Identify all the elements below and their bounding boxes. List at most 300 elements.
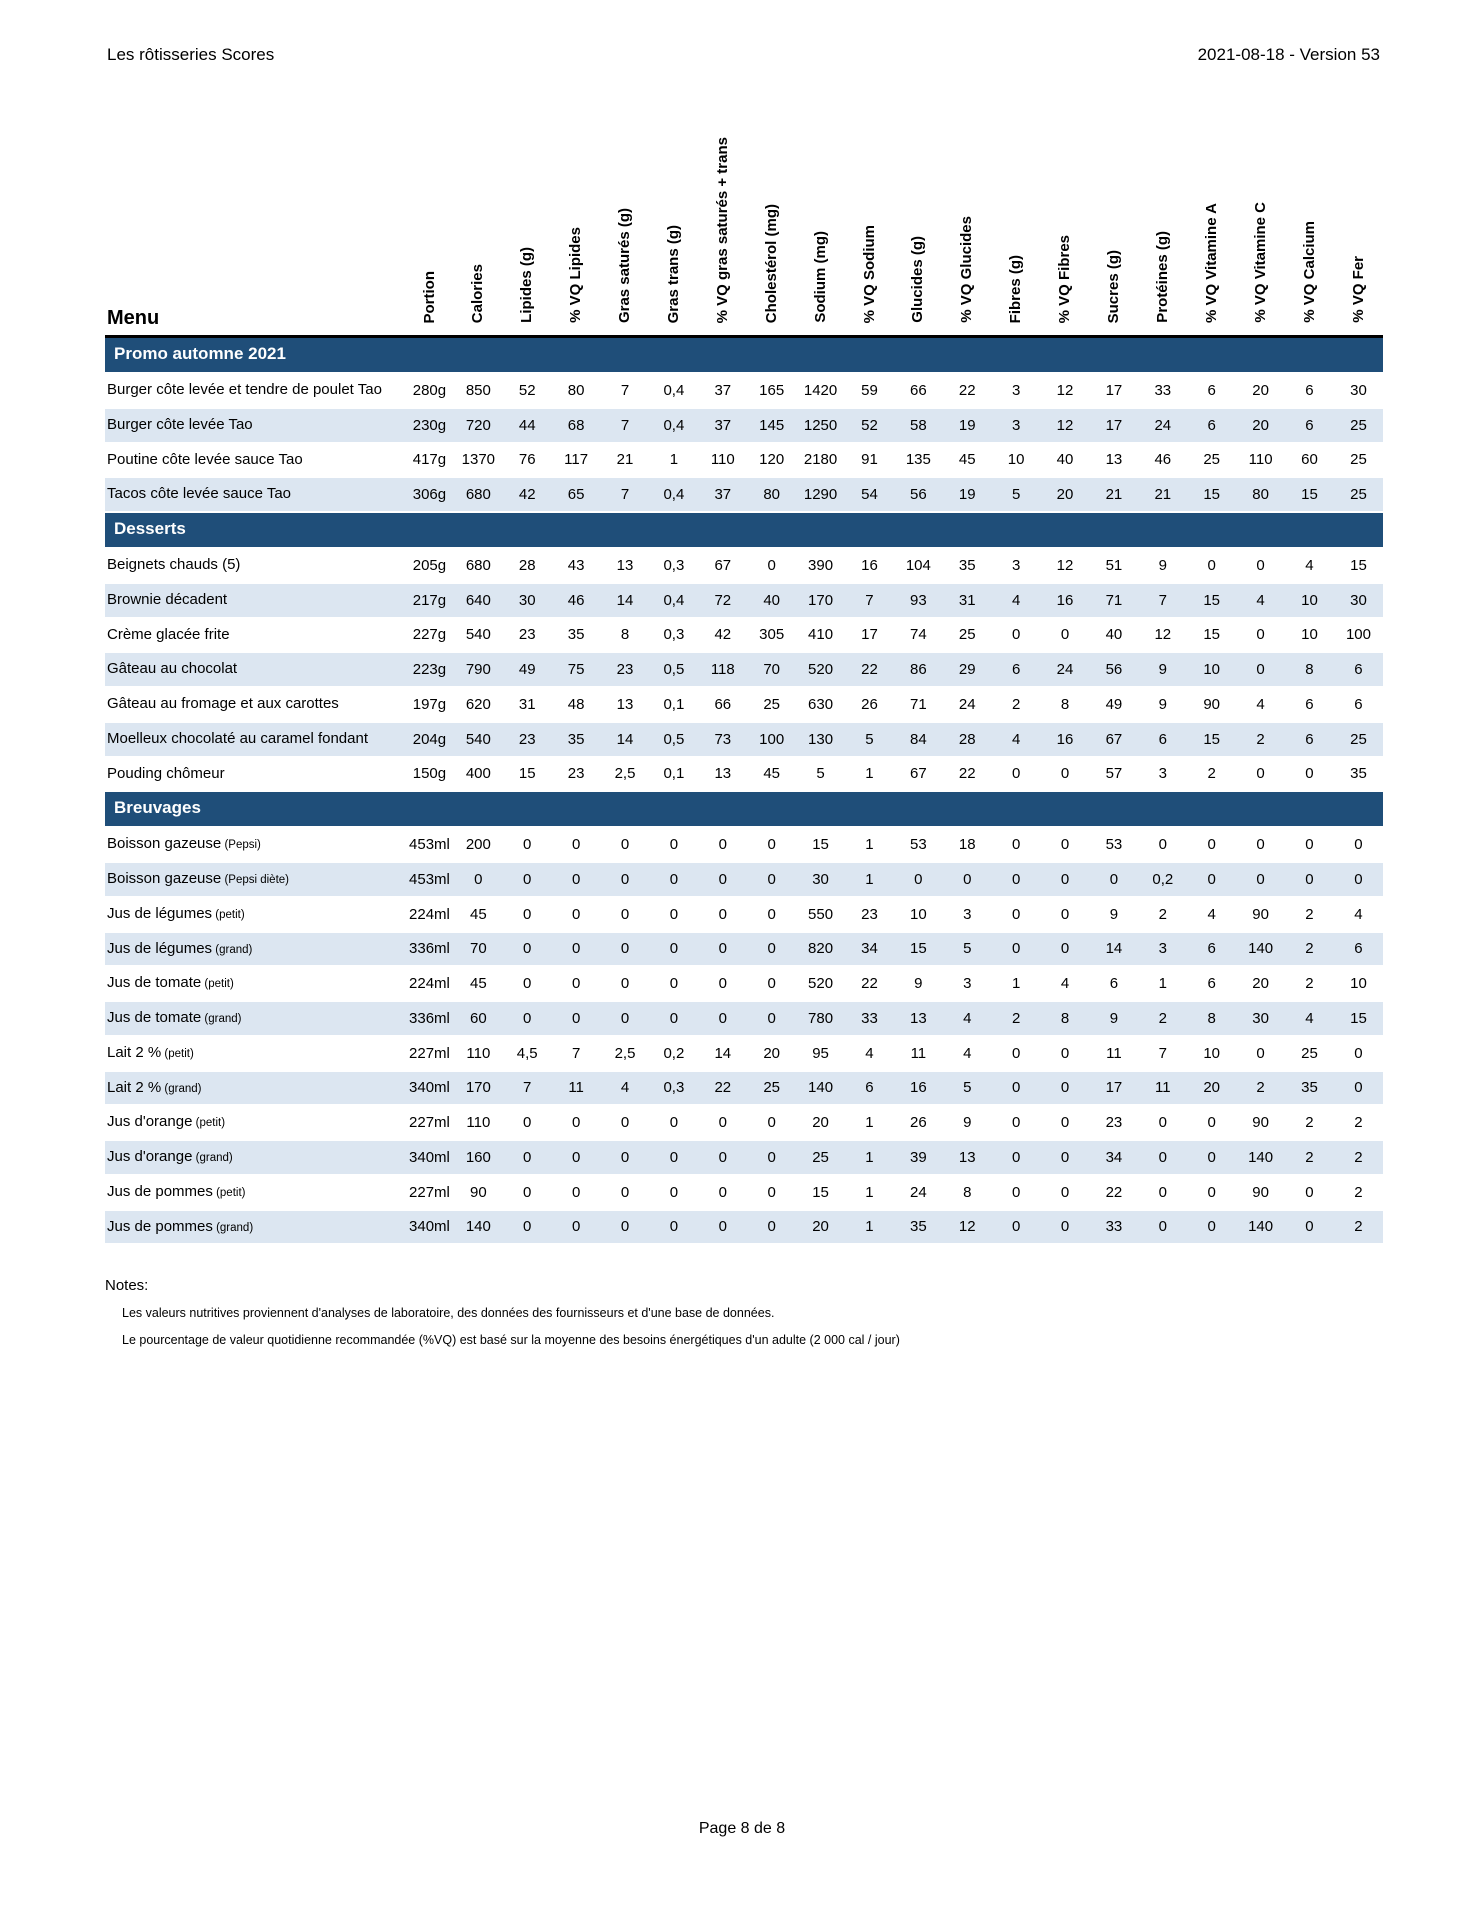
item-value: 25 — [1334, 408, 1383, 443]
item-value: 340ml — [405, 1140, 454, 1175]
item-value: 2 — [1236, 1071, 1285, 1106]
item-value: 56 — [1089, 652, 1138, 687]
item-value: 15 — [1285, 477, 1334, 512]
item-value: 6 — [1285, 722, 1334, 757]
item-value: 0 — [503, 897, 552, 932]
item-value: 33 — [1089, 1210, 1138, 1245]
item-value: 400 — [454, 757, 503, 792]
item-value: 0 — [1041, 1210, 1090, 1245]
item-value: 0 — [1285, 1210, 1334, 1245]
item-value: 2,5 — [601, 757, 650, 792]
column-header — [601, 126, 650, 337]
item-value: 0,3 — [649, 548, 698, 583]
item-value: 0 — [552, 932, 601, 967]
item-name: Boisson gazeuse (Pepsi diète) — [105, 862, 405, 897]
item-value: 86 — [894, 652, 943, 687]
table-row — [105, 687, 1383, 722]
item-value: 1 — [992, 966, 1041, 1001]
item-value: 35 — [1334, 757, 1383, 792]
item-value: 0,3 — [649, 618, 698, 653]
item-value: 6 — [845, 1071, 894, 1106]
item-value: 20 — [796, 1105, 845, 1140]
item-value: 3 — [943, 966, 992, 1001]
item-value: 227g — [405, 618, 454, 653]
item-value: 4,5 — [503, 1036, 552, 1071]
item-value: 0 — [1041, 757, 1090, 792]
item-value: 33 — [1138, 373, 1187, 408]
item-value: 0 — [552, 1210, 601, 1245]
item-value: 90 — [454, 1175, 503, 1210]
item-value: 22 — [698, 1071, 747, 1106]
item-value: 0 — [552, 827, 601, 862]
item-value: 52 — [845, 408, 894, 443]
table-row — [105, 443, 1383, 478]
item-value: 0 — [698, 1140, 747, 1175]
item-value: 24 — [943, 687, 992, 722]
item-value: 640 — [454, 583, 503, 618]
item-value: 53 — [1089, 827, 1138, 862]
item-value: 0 — [747, 862, 796, 897]
item-value: 30 — [796, 862, 845, 897]
item-value: 7 — [601, 408, 650, 443]
item-value: 14 — [601, 722, 650, 757]
item-value: 1370 — [454, 443, 503, 478]
table-row — [105, 1105, 1383, 1140]
item-value: 0 — [1285, 1175, 1334, 1210]
item-value: 200 — [454, 827, 503, 862]
item-value: 0 — [1187, 1105, 1236, 1140]
item-value: 44 — [503, 408, 552, 443]
column-header-label: Protéines (g) — [1153, 231, 1171, 323]
item-value: 1 — [845, 1140, 894, 1175]
item-value: 10 — [894, 897, 943, 932]
item-value: 43 — [552, 548, 601, 583]
item-value: 67 — [894, 757, 943, 792]
item-name: Jus de légumes (petit) — [105, 897, 405, 932]
header-row — [105, 126, 1383, 337]
item-value: 7 — [503, 1071, 552, 1106]
item-value: 25 — [943, 618, 992, 653]
column-header-label: Portion — [420, 270, 438, 323]
item-value: 0 — [454, 862, 503, 897]
item-value: 0 — [1236, 827, 1285, 862]
item-name: Lait 2 % (petit) — [105, 1036, 405, 1071]
item-value: 0 — [698, 1105, 747, 1140]
item-value: 25 — [796, 1140, 845, 1175]
item-value: 53 — [894, 827, 943, 862]
item-value: 28 — [503, 548, 552, 583]
item-value: 1250 — [796, 408, 845, 443]
item-value: 0 — [1041, 618, 1090, 653]
item-value: 42 — [503, 477, 552, 512]
table-row — [105, 652, 1383, 687]
item-value: 37 — [698, 408, 747, 443]
item-value: 18 — [943, 827, 992, 862]
item-value: 0 — [1041, 862, 1090, 897]
item-value: 20 — [1187, 1071, 1236, 1106]
item-value: 71 — [894, 687, 943, 722]
item-value: 118 — [698, 652, 747, 687]
item-value: 230g — [405, 408, 454, 443]
item-value: 120 — [747, 443, 796, 478]
item-value: 0 — [503, 862, 552, 897]
column-header — [1236, 126, 1285, 337]
item-value: 75 — [552, 652, 601, 687]
item-value: 0 — [1334, 862, 1383, 897]
item-value: 35 — [552, 618, 601, 653]
table-row — [105, 757, 1383, 792]
item-value: 13 — [698, 757, 747, 792]
item-value: 0 — [601, 1210, 650, 1245]
item-value: 26 — [894, 1105, 943, 1140]
item-value: 390 — [796, 548, 845, 583]
item-value: 15 — [503, 757, 552, 792]
column-header — [649, 126, 698, 337]
item-value: 0 — [552, 966, 601, 1001]
item-value: 3 — [992, 408, 1041, 443]
item-value: 3 — [1138, 932, 1187, 967]
item-value: 0 — [1041, 1036, 1090, 1071]
column-header — [1089, 126, 1138, 337]
column-header — [943, 126, 992, 337]
item-value: 16 — [1041, 583, 1090, 618]
item-value: 0 — [503, 966, 552, 1001]
item-value: 0 — [649, 862, 698, 897]
item-value: 0,4 — [649, 373, 698, 408]
item-value: 0 — [503, 932, 552, 967]
column-header — [1334, 126, 1383, 337]
item-value: 0 — [552, 1140, 601, 1175]
column-header — [1041, 126, 1090, 337]
item-name: Burger côte levée Tao — [105, 408, 405, 443]
item-value: 7 — [601, 373, 650, 408]
item-value: 0 — [552, 862, 601, 897]
item-value: 0 — [649, 1175, 698, 1210]
item-value: 620 — [454, 687, 503, 722]
column-header — [992, 126, 1041, 337]
item-value: 227ml — [405, 1036, 454, 1071]
item-value: 0,2 — [649, 1036, 698, 1071]
item-value: 2 — [1285, 932, 1334, 967]
column-header-label: % VQ Fer — [1349, 256, 1367, 323]
item-value: 4 — [943, 1001, 992, 1036]
table-row — [105, 373, 1383, 408]
item-value: 135 — [894, 443, 943, 478]
item-value: 0 — [1285, 827, 1334, 862]
item-value: 8 — [1041, 687, 1090, 722]
item-name: Boisson gazeuse (Pepsi) — [105, 827, 405, 862]
item-value: 90 — [1236, 897, 1285, 932]
item-value: 6 — [1334, 932, 1383, 967]
item-value: 45 — [943, 443, 992, 478]
item-value: 10 — [1187, 652, 1236, 687]
item-value: 45 — [454, 897, 503, 932]
item-value: 34 — [1089, 1140, 1138, 1175]
item-value: 2 — [1285, 1105, 1334, 1140]
item-name: Beignets chauds (5) — [105, 548, 405, 583]
item-value: 14 — [698, 1036, 747, 1071]
item-name: Lait 2 % (grand) — [105, 1071, 405, 1106]
item-value: 520 — [796, 966, 845, 1001]
item-value: 49 — [1089, 687, 1138, 722]
item-value: 6 — [1187, 966, 1236, 1001]
item-value: 336ml — [405, 1001, 454, 1036]
item-value: 17 — [1089, 408, 1138, 443]
item-value: 20 — [796, 1210, 845, 1245]
item-value: 0 — [992, 618, 1041, 653]
column-header-label: Fibres (g) — [1007, 254, 1025, 323]
item-value: 8 — [1187, 1001, 1236, 1036]
item-value: 0 — [1187, 1175, 1236, 1210]
item-value: 0 — [747, 1105, 796, 1140]
item-value: 16 — [1041, 722, 1090, 757]
note-line: Le pourcentage de valeur quotidienne recommandée (%VQ) est basé sur la moyenne des besoins énergétiques d'un adulte (2 000 cal / jour) — [122, 1333, 900, 1348]
item-value: 4 — [1041, 966, 1090, 1001]
item-value: 24 — [1041, 652, 1090, 687]
item-value: 224ml — [405, 966, 454, 1001]
item-value: 30 — [503, 583, 552, 618]
item-value: 204g — [405, 722, 454, 757]
item-value: 13 — [1089, 443, 1138, 478]
item-value: 25 — [1334, 722, 1383, 757]
item-value: 30 — [1236, 1001, 1285, 1036]
column-header-label: Glucides (g) — [909, 236, 927, 323]
item-value: 5 — [943, 932, 992, 967]
item-value: 820 — [796, 932, 845, 967]
item-value: 17 — [845, 618, 894, 653]
item-value: 2 — [992, 687, 1041, 722]
column-header — [503, 126, 552, 337]
item-size-note: (grand) — [212, 1221, 254, 1234]
item-value: 2 — [1285, 1140, 1334, 1175]
item-value: 0 — [698, 1175, 747, 1210]
column-header — [552, 126, 601, 337]
item-value: 223g — [405, 652, 454, 687]
item-value: 66 — [698, 687, 747, 722]
item-value: 0 — [943, 862, 992, 897]
item-value: 110 — [454, 1036, 503, 1071]
item-value: 3 — [1138, 757, 1187, 792]
item-value: 90 — [1236, 1105, 1285, 1140]
item-value: 52 — [503, 373, 552, 408]
item-value: 15 — [1187, 477, 1236, 512]
item-value: 1 — [845, 1175, 894, 1210]
item-value: 0 — [649, 1001, 698, 1036]
item-value: 790 — [454, 652, 503, 687]
item-value: 104 — [894, 548, 943, 583]
table-row — [105, 548, 1383, 583]
item-value: 1 — [845, 757, 894, 792]
item-value: 4 — [1285, 1001, 1334, 1036]
column-header — [1285, 126, 1334, 337]
item-value: 1290 — [796, 477, 845, 512]
item-value: 22 — [1089, 1175, 1138, 1210]
item-value: 73 — [698, 722, 747, 757]
item-value: 14 — [1089, 932, 1138, 967]
item-value: 51 — [1089, 548, 1138, 583]
item-value: 21 — [1089, 477, 1138, 512]
table-row — [105, 618, 1383, 653]
item-value: 67 — [698, 548, 747, 583]
item-value: 7 — [601, 477, 650, 512]
item-value: 76 — [503, 443, 552, 478]
section-header: Desserts — [105, 512, 1383, 548]
item-size-note: (grand) — [192, 1152, 233, 1164]
item-value: 0 — [1334, 1071, 1383, 1106]
item-value: 1 — [649, 443, 698, 478]
table-row — [105, 477, 1383, 512]
item-value: 15 — [1187, 583, 1236, 618]
item-value: 11 — [1138, 1071, 1187, 1106]
item-value: 280g — [405, 373, 454, 408]
item-size-note: (petit) — [161, 1047, 194, 1060]
item-value: 1 — [1138, 966, 1187, 1001]
item-value: 12 — [1041, 408, 1090, 443]
item-value: 0 — [1041, 827, 1090, 862]
item-name: Gâteau au chocolat — [105, 652, 405, 687]
item-value: 19 — [943, 408, 992, 443]
item-value: 0 — [503, 827, 552, 862]
table-row — [105, 827, 1383, 862]
item-value: 0 — [601, 966, 650, 1001]
item-size-note: (grand) — [212, 943, 253, 956]
item-value: 453ml — [405, 862, 454, 897]
item-value: 2 — [1285, 966, 1334, 1001]
item-value: 67 — [1089, 722, 1138, 757]
item-value: 0 — [992, 862, 1041, 897]
item-value: 5 — [992, 477, 1041, 512]
item-value: 4 — [845, 1036, 894, 1071]
item-value: 0 — [552, 1105, 601, 1140]
item-value: 95 — [796, 1036, 845, 1071]
item-value: 0 — [1041, 1175, 1090, 1210]
item-value: 0 — [503, 1001, 552, 1036]
item-value: 0 — [1187, 827, 1236, 862]
item-value: 0,3 — [649, 1071, 698, 1106]
item-value: 13 — [601, 548, 650, 583]
item-value: 6 — [1285, 373, 1334, 408]
item-name: Jus de légumes (grand) — [105, 932, 405, 967]
item-value: 60 — [1285, 443, 1334, 478]
item-value: 4 — [992, 583, 1041, 618]
item-size-note: (petit) — [192, 1117, 226, 1130]
item-value: 10 — [1334, 966, 1383, 1001]
item-value: 110 — [698, 443, 747, 478]
item-value: 15 — [1334, 1001, 1383, 1036]
item-value: 20 — [1236, 966, 1285, 1001]
item-value: 84 — [894, 722, 943, 757]
item-value: 80 — [1236, 477, 1285, 512]
column-header — [747, 126, 796, 337]
item-name: Brownie décadent — [105, 583, 405, 618]
item-value: 29 — [943, 652, 992, 687]
item-value: 12 — [943, 1210, 992, 1245]
item-value: 25 — [1334, 477, 1383, 512]
item-name: Jus de pommes (grand) — [105, 1210, 405, 1245]
item-value: 630 — [796, 687, 845, 722]
item-name: Jus de pommes (petit) — [105, 1175, 405, 1210]
item-value: 3 — [943, 897, 992, 932]
item-value: 20 — [747, 1036, 796, 1071]
item-value: 340ml — [405, 1210, 454, 1245]
item-value: 2,5 — [601, 1036, 650, 1071]
item-value: 0 — [601, 1105, 650, 1140]
item-value: 70 — [747, 652, 796, 687]
item-value: 6 — [1089, 966, 1138, 1001]
item-value: 7 — [845, 583, 894, 618]
section-header: Promo automne 2021 — [105, 337, 1383, 374]
column-header-label: % VQ Glucides — [958, 216, 976, 323]
item-value: 0 — [1041, 1071, 1090, 1106]
column-header-label: Lipides (g) — [518, 247, 536, 323]
item-size-note: (Pepsi) — [221, 839, 261, 852]
item-value: 0 — [1236, 757, 1285, 792]
menu-column-header: Menu — [105, 126, 405, 337]
item-value: 5 — [845, 722, 894, 757]
item-value: 0 — [1089, 862, 1138, 897]
page-number: Page 8 de 8 — [698, 1820, 786, 1837]
item-value: 1 — [845, 1210, 894, 1245]
item-value: 0 — [1187, 1140, 1236, 1175]
column-header — [1187, 126, 1236, 337]
column-header-label: % VQ Calcium — [1300, 221, 1318, 323]
item-value: 140 — [796, 1071, 845, 1106]
item-value: 0 — [1138, 1105, 1187, 1140]
item-value: 4 — [601, 1071, 650, 1106]
table-row — [105, 1071, 1383, 1106]
item-value: 1 — [845, 862, 894, 897]
item-value: 23 — [845, 897, 894, 932]
item-value: 0 — [747, 966, 796, 1001]
item-value: 17 — [1089, 373, 1138, 408]
item-value: 23 — [601, 652, 650, 687]
item-value: 0 — [992, 1105, 1041, 1140]
item-value: 0 — [698, 1001, 747, 1036]
item-value: 17 — [1089, 1071, 1138, 1106]
item-value: 0 — [747, 548, 796, 583]
item-name: Gâteau au fromage et aux carottes — [105, 687, 405, 722]
item-value: 100 — [747, 722, 796, 757]
item-value: 1420 — [796, 373, 845, 408]
item-name: Jus d'orange (grand) — [105, 1140, 405, 1175]
item-value: 8 — [601, 618, 650, 653]
column-header-label: % VQ Lipides — [567, 227, 585, 323]
item-value: 0 — [992, 757, 1041, 792]
item-name: Poutine côte levée sauce Tao — [105, 443, 405, 478]
item-value: 0,4 — [649, 583, 698, 618]
item-value: 540 — [454, 722, 503, 757]
item-value: 0 — [1285, 862, 1334, 897]
item-value: 16 — [845, 548, 894, 583]
item-value: 20 — [1236, 373, 1285, 408]
item-value: 13 — [601, 687, 650, 722]
item-value: 680 — [454, 477, 503, 512]
item-value: 165 — [747, 373, 796, 408]
item-value: 40 — [747, 583, 796, 618]
item-value: 4 — [1187, 897, 1236, 932]
item-name: Crème glacée frite — [105, 618, 405, 653]
item-value: 6 — [1285, 408, 1334, 443]
item-value: 23 — [552, 757, 601, 792]
item-value: 30 — [1334, 373, 1383, 408]
item-value: 850 — [454, 373, 503, 408]
item-value: 10 — [1285, 618, 1334, 653]
item-value: 0 — [503, 1175, 552, 1210]
notes-label: Notes: — [105, 1277, 149, 1295]
column-header-label: Gras saturés (g) — [616, 207, 634, 323]
item-value: 25 — [1187, 443, 1236, 478]
item-value: 20 — [1236, 408, 1285, 443]
